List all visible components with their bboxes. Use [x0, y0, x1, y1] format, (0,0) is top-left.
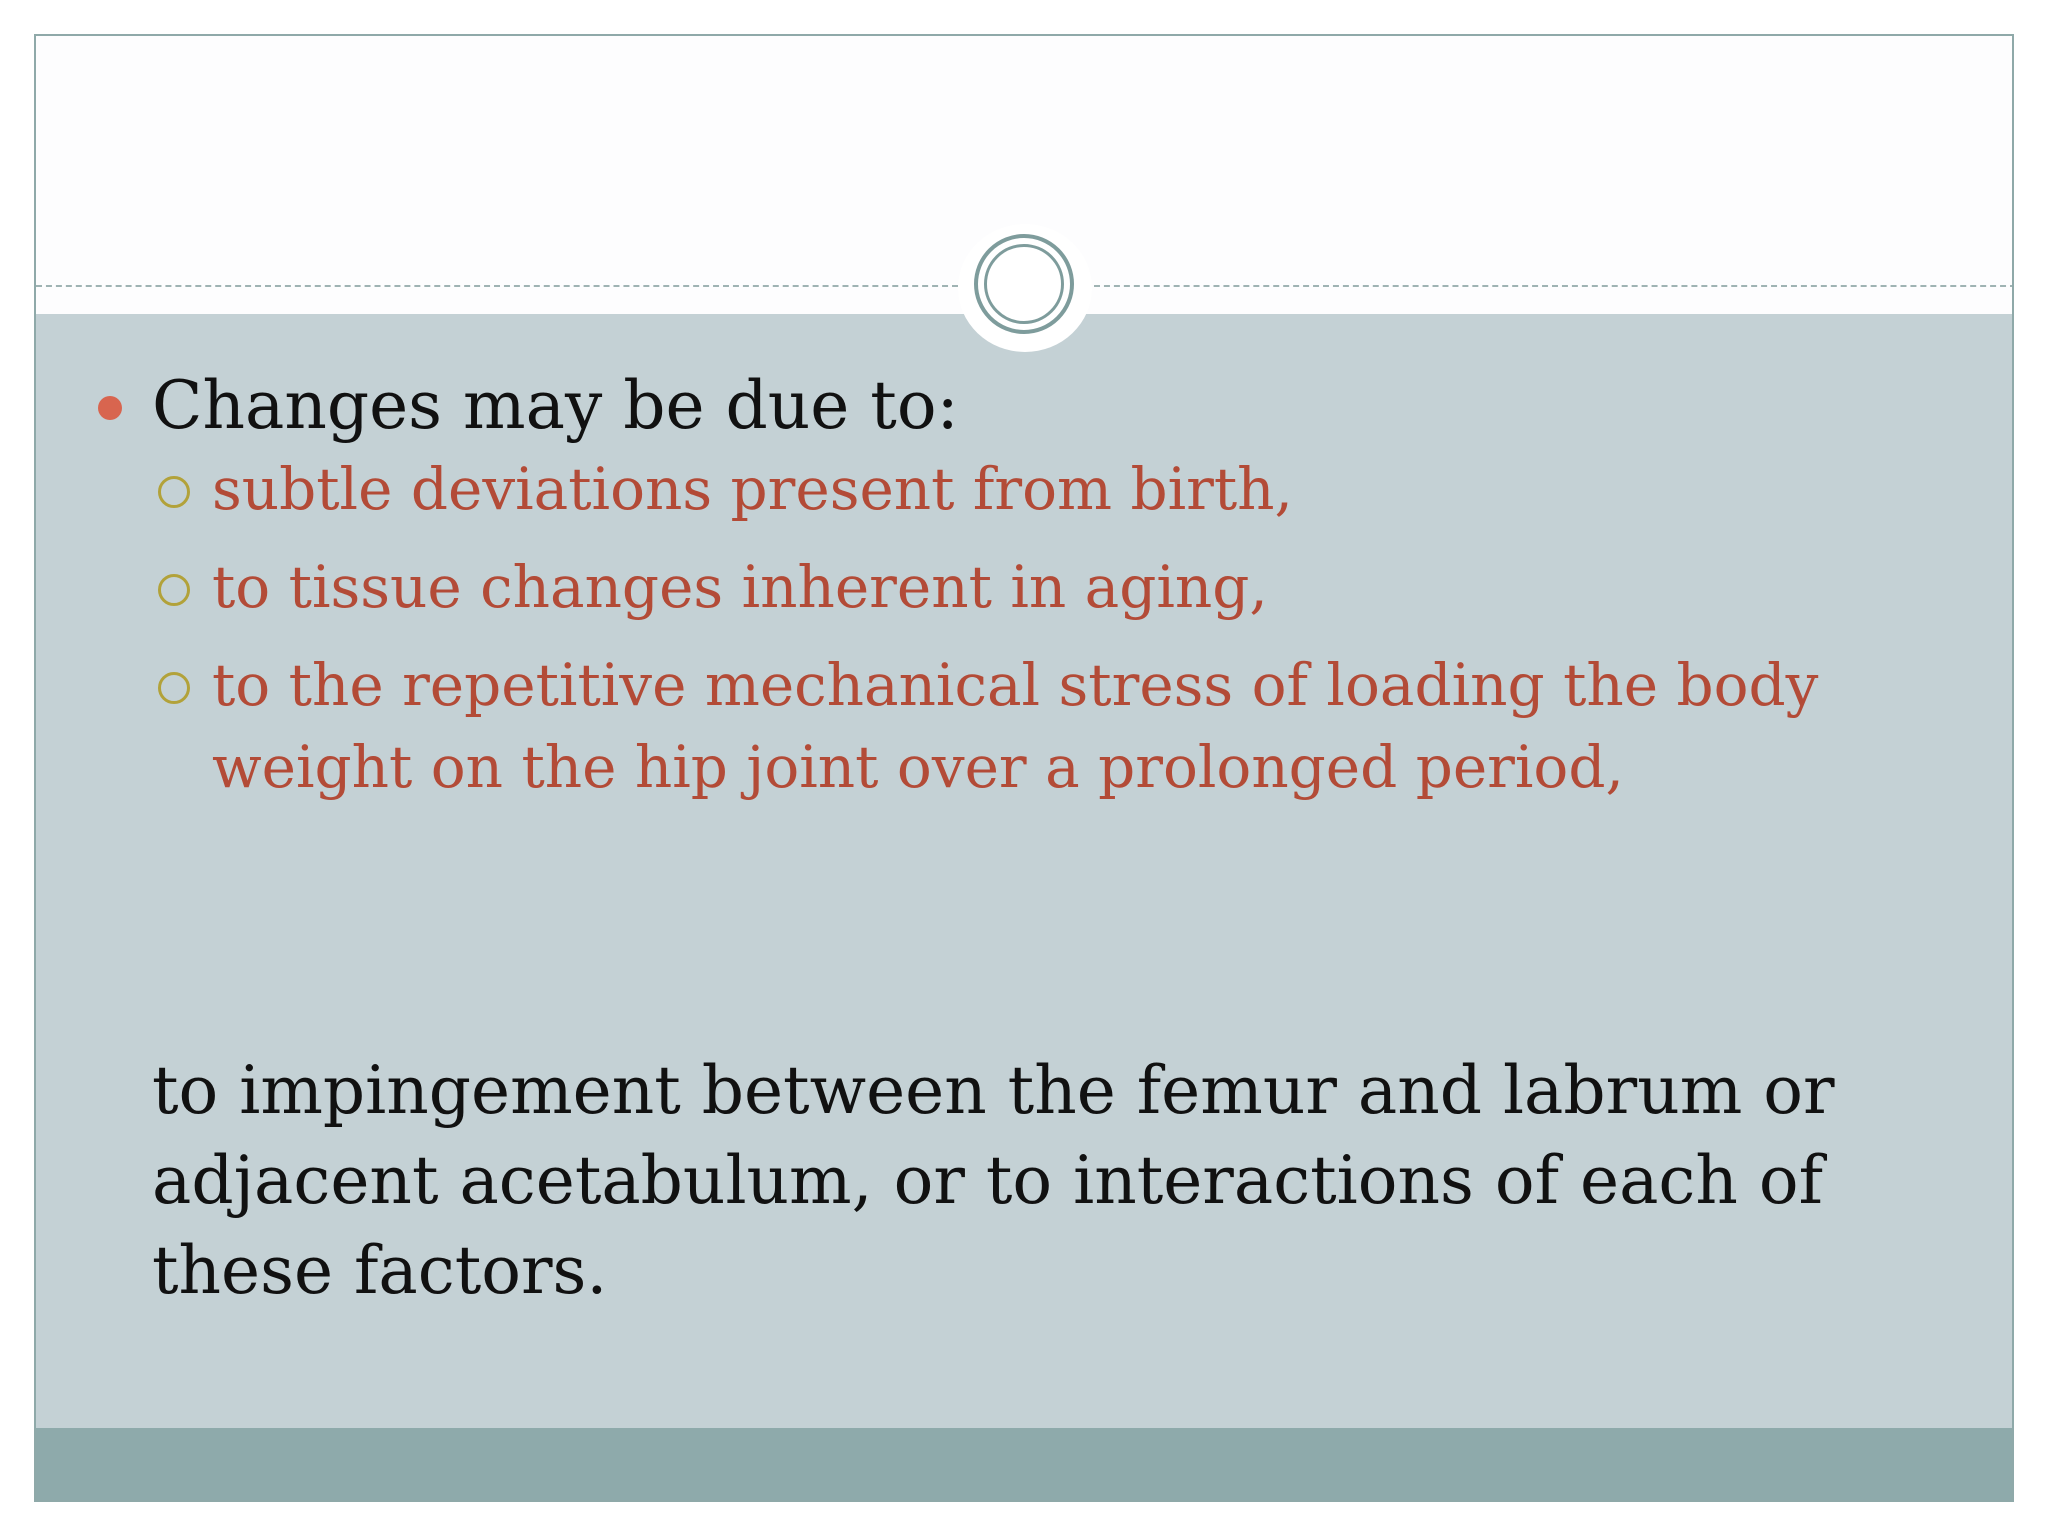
footer-band: [36, 1428, 2012, 1500]
title-divider-left: [36, 285, 958, 287]
body-paragraph: to impingement between the femur and labrum or adjacent acetabulum, or to interactions of each of these factors.: [152, 1052, 1835, 1309]
title-divider-right: [1094, 285, 2014, 287]
hollow-circle-bullet-icon: [158, 672, 190, 704]
sub-bullet-text: subtle deviations present from birth,: [212, 455, 1293, 523]
main-bullet-text: Changes may be due to:: [152, 367, 959, 444]
double-ring-inner-icon: [984, 244, 1064, 324]
hollow-circle-bullet-icon: [158, 476, 190, 508]
hollow-circle-bullet-icon: [158, 574, 190, 606]
sub-bullet-text: to the repetitive mechanical stress of loading the body weight on the hip joint over a prolonged period,: [212, 651, 1819, 801]
filled-circle-bullet-icon: [98, 396, 122, 420]
slide: [34, 34, 2014, 1502]
sub-bullet-text: to tissue changes inherent in aging,: [212, 553, 1268, 621]
